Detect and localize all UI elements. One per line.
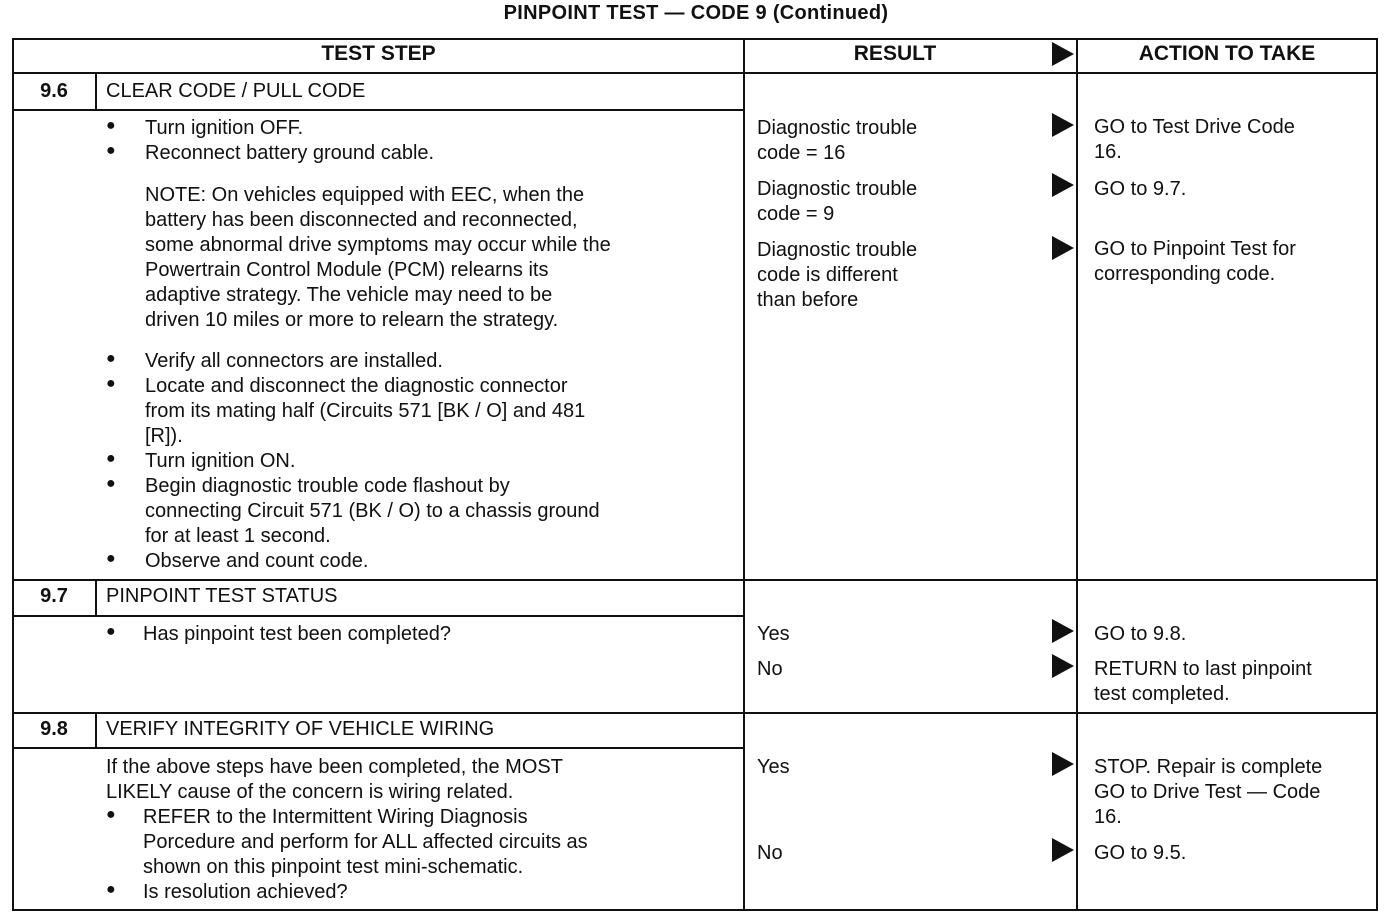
bullet-icon: ● xyxy=(106,806,116,823)
page-title: PINPOINT TEST — CODE 9 (Continued) xyxy=(503,2,889,24)
arrow-icon xyxy=(1052,173,1074,197)
header-result: RESULT xyxy=(853,42,937,65)
result-line: than before xyxy=(757,289,859,311)
result-line: code = 16 xyxy=(757,142,846,164)
step-9-8-title-bottom xyxy=(12,747,744,749)
result-line: Diagnostic trouble xyxy=(757,117,918,139)
action-line: STOP. Repair is complete xyxy=(1094,756,1323,778)
result-line: No xyxy=(757,842,783,864)
step-name: PINPOINT TEST STATUS xyxy=(106,585,338,607)
instruction-line: Is resolution achieved? xyxy=(143,881,348,903)
note-line: Powertrain Control Module (PCM) relearns its xyxy=(145,259,549,281)
result-line: No xyxy=(757,658,783,680)
col-divider-result xyxy=(1076,38,1078,911)
result-line: code is different xyxy=(757,264,898,286)
arrow-icon xyxy=(1052,654,1074,678)
instruction-line: shown on this pinpoint test mini-schematic. xyxy=(143,856,524,878)
note-line: battery has been disconnected and reconnected, xyxy=(145,209,578,231)
step-9-6-title-bottom xyxy=(12,109,744,111)
step-number: 9.6 xyxy=(40,80,68,102)
step-9-8-number-divider xyxy=(95,713,97,748)
result-line: code = 9 xyxy=(757,203,835,225)
result-line: Diagnostic trouble xyxy=(757,178,918,200)
instruction-line: Turn ignition ON. xyxy=(145,450,296,472)
bullet-icon: ● xyxy=(106,475,116,492)
step-name: CLEAR CODE / PULL CODE xyxy=(106,80,366,102)
instruction-line: for at least 1 second. xyxy=(145,525,331,547)
instruction-line: [R]). xyxy=(145,425,183,447)
intro-line: If the above steps have been completed, the MOST xyxy=(106,756,563,778)
bullet-icon: ● xyxy=(106,117,116,134)
table-bottom-border xyxy=(12,909,1378,911)
header-test-step: TEST STEP xyxy=(321,42,436,65)
intro-line: LIKELY cause of the concern is wiring related. xyxy=(106,781,514,803)
action-line: 16. xyxy=(1094,141,1122,163)
note-line: some abnormal drive symptoms may occur while the xyxy=(145,234,611,256)
col-divider-step xyxy=(743,38,745,911)
arrow-icon xyxy=(1052,752,1074,776)
header-arrow-icon xyxy=(1052,42,1074,66)
step-9-7-number-divider xyxy=(95,580,97,616)
bullet-icon: ● xyxy=(106,142,116,159)
instruction-line: Locate and disconnect the diagnostic connector xyxy=(145,375,568,397)
instruction-line: Observe and count code. xyxy=(145,550,369,572)
result-line: Diagnostic trouble xyxy=(757,239,918,261)
result-line: Yes xyxy=(757,756,790,778)
instruction-line: REFER to the Intermittent Wiring Diagnosis xyxy=(143,806,528,828)
step-number: 9.7 xyxy=(40,585,68,607)
note-line: NOTE: On vehicles equipped with EEC, when the xyxy=(145,184,585,206)
bullet-icon: ● xyxy=(106,881,116,898)
step-9-6-number-divider xyxy=(95,73,97,110)
instruction-line: Reconnect battery ground cable. xyxy=(145,142,435,164)
instruction-line: Has pinpoint test been completed? xyxy=(143,623,451,645)
step-name: VERIFY INTEGRITY OF VEHICLE WIRING xyxy=(106,718,495,740)
action-line: RETURN to last pinpoint xyxy=(1094,658,1312,680)
step-separator-9-7 xyxy=(12,579,1378,581)
action-line: GO to Pinpoint Test for xyxy=(1094,238,1296,260)
note-line: driven 10 miles or more to relearn the strategy. xyxy=(145,309,559,331)
bullet-icon: ● xyxy=(106,623,116,640)
bullet-icon: ● xyxy=(106,550,116,567)
action-line: 16. xyxy=(1094,806,1122,828)
action-line: GO to 9.7. xyxy=(1094,178,1187,200)
bullet-icon: ● xyxy=(106,375,116,392)
arrow-icon xyxy=(1052,236,1074,260)
arrow-icon xyxy=(1052,619,1074,643)
step-separator-9-8 xyxy=(12,712,1378,714)
step-number: 9.8 xyxy=(40,718,68,740)
note-line: adaptive strategy. The vehicle may need to be xyxy=(145,284,553,306)
action-line: GO to 9.8. xyxy=(1094,623,1187,645)
instruction-line: from its mating half (Circuits 571 [BK / O] and 481 xyxy=(145,400,586,422)
arrow-icon xyxy=(1052,838,1074,862)
action-line: GO to 9.5. xyxy=(1094,842,1187,864)
action-line: GO to Test Drive Code xyxy=(1094,116,1295,138)
header-bottom-border xyxy=(12,72,1378,74)
table-top-border xyxy=(12,38,1378,40)
step-9-7-title-bottom xyxy=(12,615,744,617)
result-line: Yes xyxy=(757,623,790,645)
instruction-line: connecting Circuit 571 (BK / O) to a chassis ground xyxy=(145,500,600,522)
bullet-icon: ● xyxy=(106,350,116,367)
header-action: ACTION TO TAKE xyxy=(1138,42,1316,65)
arrow-icon xyxy=(1052,113,1074,137)
instruction-line: Begin diagnostic trouble code flashout by xyxy=(145,475,510,497)
table-left-border xyxy=(12,38,14,911)
instruction-line: Verify all connectors are installed. xyxy=(145,350,443,372)
action-line: corresponding code. xyxy=(1094,263,1276,285)
instruction-line: Porcedure and perform for ALL affected circuits as xyxy=(143,831,588,853)
bullet-icon: ● xyxy=(106,450,116,467)
action-line: test completed. xyxy=(1094,683,1230,705)
action-line: GO to Drive Test — Code xyxy=(1094,781,1321,803)
table-right-border xyxy=(1376,38,1378,911)
instruction-line: Turn ignition OFF. xyxy=(145,117,304,139)
